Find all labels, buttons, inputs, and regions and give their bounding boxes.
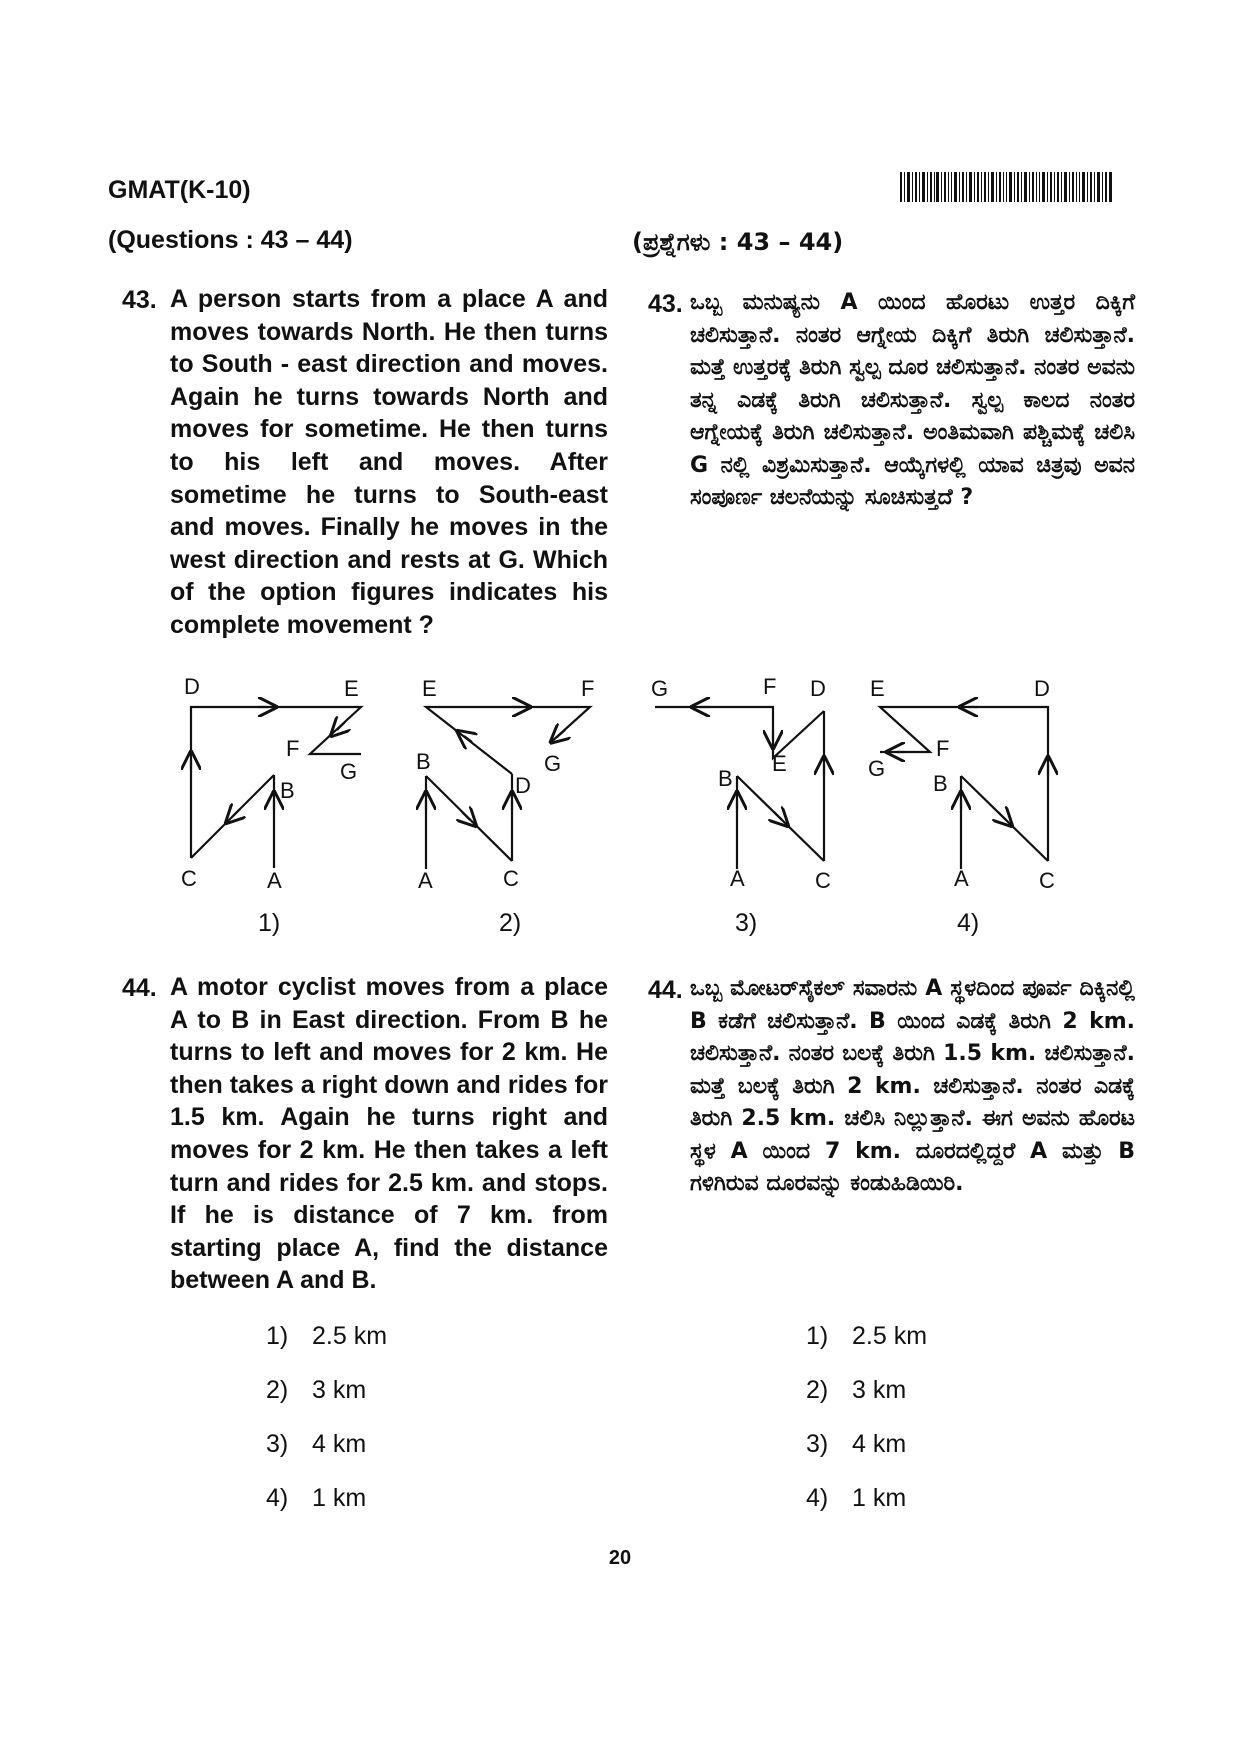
question-43-number-kannada: 43. [648,290,683,318]
fig1-label-e: E [344,676,359,701]
fig2-label-c: C [503,866,519,891]
option-text: 4 km [852,1430,907,1458]
question-43-number: 43. [122,286,157,314]
option-number: 4) [806,1484,829,1512]
q44-option-3-english [266,1430,366,1459]
fig3-label-a: A [730,866,745,891]
option-text: 3 km [852,1376,907,1404]
fig4-label-b: B [933,771,948,796]
question-43-text-english: A person starts from a place A and moves towards North. He then turns to South - east direction and moves. Again he turns towards North and moves for sometime. He then turns to his left and moves. After sometime he turns to South-east and moves. Finally he moves in the west direction and rests at G. Which of the option figures indicates his complete movement ? [170,285,608,639]
fig4-label-e: E [870,676,885,701]
question-43-option-figures [0,660,1240,940]
figure-number-4: 4) [957,909,980,937]
page-number: 20 [608,1547,632,1569]
option-number: 2) [266,1376,289,1404]
q44-option-1-kannada [806,1322,927,1351]
fig3-label-c: C [815,868,831,893]
fig1-label-b: B [280,778,295,803]
figure-number-3: 3) [735,909,758,937]
question-44-number: 44. [122,974,157,1002]
fig4-label-d: D [1034,676,1050,701]
q44-option-4-kannada [806,1484,906,1513]
figure-3-path [655,707,824,869]
fig4-label-g: G [868,756,886,781]
option-text: 1 km [312,1484,367,1512]
option-number: 4) [266,1484,289,1512]
fig1-label-a: A [267,868,282,893]
option-text: 2.5 km [312,1322,388,1350]
fig3-label-d: D [810,676,826,701]
figure-2-path [426,707,590,869]
option-text: 1 km [852,1484,907,1512]
fig2-label-d: D [515,773,531,798]
question-44-text-kannada: ಒಬ್ಬ ಮೋಟರ್‌ಸೈಕಲ್ ಸವಾರನು A ಸ್ಥಳದಿಂದ ಪೂರ್ವ ದಿಕ್ಕಿನಲ್ಲಿ B ಕಡೆಗೆ ಚಲಿಸುತ್ತಾನೆ. B ಯಿಂದ ಎಡಕ್ಕೆ ತಿರುಗಿ 2 km. ಚಲಿಸುತ್ತಾನೆ. ನಂತರ ಬಲಕ್ಕೆ ತಿರುಗಿ 1.5 km. ಚಲಿಸುತ್ತಾನೆ. ಮತ್ತೆ ಬಲಕ್ಕೆ ತಿರುಗಿ 2 km. ಚಲಿಸುತ್ತಾನೆ. ನಂತರ ಎಡಕ್ಕೆ ತಿರುಗಿ 2.5 km. ಚಲಿಸಿ ನಿಲ್ಲುತ್ತಾನೆ. ಈಗ ಅವನು ಹೊರಟ ಸ್ಥಳ A ಯಿಂದ 7 km. ದೂರದಲ್ಲಿದ್ದರೆ A ಮತ್ತು B ಗಳಿಗಿರುವ ದೂರವನ್ನು ಕಂಡುಹಿಡಿಯಿರಿ. [690,976,1135,1196]
fig3-label-e: E [772,751,787,776]
fig1-label-f: F [286,736,300,761]
option-number: 3) [266,1430,289,1458]
option-text: 2.5 km [852,1322,928,1350]
question-44-text-english: A motor cyclist moves from a place A to B in East direction. From B he turns to left and moves for 2 km. He then takes a right down and rides for 1.5 km. Again he turns right and moves for 2 km. He then takes a left turn and rides for 2.5 km. and stops. If he is distance of 7 km. from starting place A, find the distance between A and B. [170,973,608,1295]
fig4-label-f: F [936,736,950,761]
q44-option-2-kannada [806,1376,906,1405]
option-text: 3 km [312,1376,367,1404]
section-heading-english: (Questions : 43 – 44) [108,226,353,254]
option-number: 2) [806,1376,829,1404]
option-number: 3) [806,1430,829,1458]
q44-option-1-english [266,1322,387,1351]
option-text: 4 km [312,1430,367,1458]
question-44-number-kannada: 44. [648,976,683,1004]
fig3-label-b: B [718,766,733,791]
option-number: 1) [806,1322,829,1350]
fig3-label-f: F [763,674,777,699]
figure-number-2: 2) [499,909,522,937]
fig2-label-b: B [416,749,431,774]
question-43-text-kannada: ಒಬ್ಬ ಮನುಷ್ಯನು A ಯಿಂದ ಹೊರಟು ಉತ್ತರ ದಿಕ್ಕಿಗೆ ಚಲಿಸುತ್ತಾನೆ. ನಂತರ ಆಗ್ನೇಯ ದಿಕ್ಕಿಗೆ ತಿರುಗಿ ಚಲಿಸುತ್ತಾನೆ. ಮತ್ತೆ ಉತ್ತರಕ್ಕೆ ತಿರುಗಿ ಸ್ವಲ್ಪ ದೂರ ಚಲಿಸುತ್ತಾನೆ. ನಂತರ ಅವನು ತನ್ನ ಎಡಕ್ಕೆ ತಿರುಗಿ ಚಲಿಸುತ್ತಾನೆ. ಸ್ವಲ್ಪ ಕಾಲದ ನಂತರ ಆಗ್ನೇಯಕ್ಕೆ ತಿರುಗಿ ಚಲಿಸುತ್ತಾನೆ. ಅಂತಿಮವಾಗಿ ಪಶ್ಚಿಮಕ್ಕೆ ಚಲಿಸಿ G ನಲ್ಲಿ ವಿಶ್ರಮಿಸುತ್ತಾನೆ. ಆಯ್ಕೆಗಳಲ್ಲಿ ಯಾವ ಚಿತ್ರವು ಅವನ ಸಂಪೂರ್ಣ ಚಲನೆಯನ್ನು ಸೂಚಿಸುತ್ತದೆ ? [690,290,1135,510]
fig3-label-g: G [651,676,669,701]
barcode-image [900,172,1112,202]
fig1-label-c: C [181,866,197,891]
option-number: 1) [266,1322,289,1350]
fig1-label-d: D [184,674,200,699]
fig2-label-e: E [422,676,437,701]
q44-option-3-kannada [806,1430,906,1459]
figure-1-path [191,707,361,868]
exam-code: GMAT(K-10) [108,176,251,204]
q44-option-4-english [266,1484,366,1513]
fig2-label-f: F [581,676,595,701]
figure-number-1: 1) [258,909,281,937]
figure-4-path [880,707,1048,869]
fig2-label-a: A [418,868,433,893]
section-heading-kannada: (ಪ್ರಶ್ನೆಗಳು : 43 – 44) [632,228,844,256]
fig4-label-c: C [1039,868,1055,893]
q44-option-2-english [266,1376,366,1405]
fig4-label-a: A [954,866,969,891]
fig2-label-g: G [544,751,562,776]
fig1-label-g: G [340,759,358,784]
